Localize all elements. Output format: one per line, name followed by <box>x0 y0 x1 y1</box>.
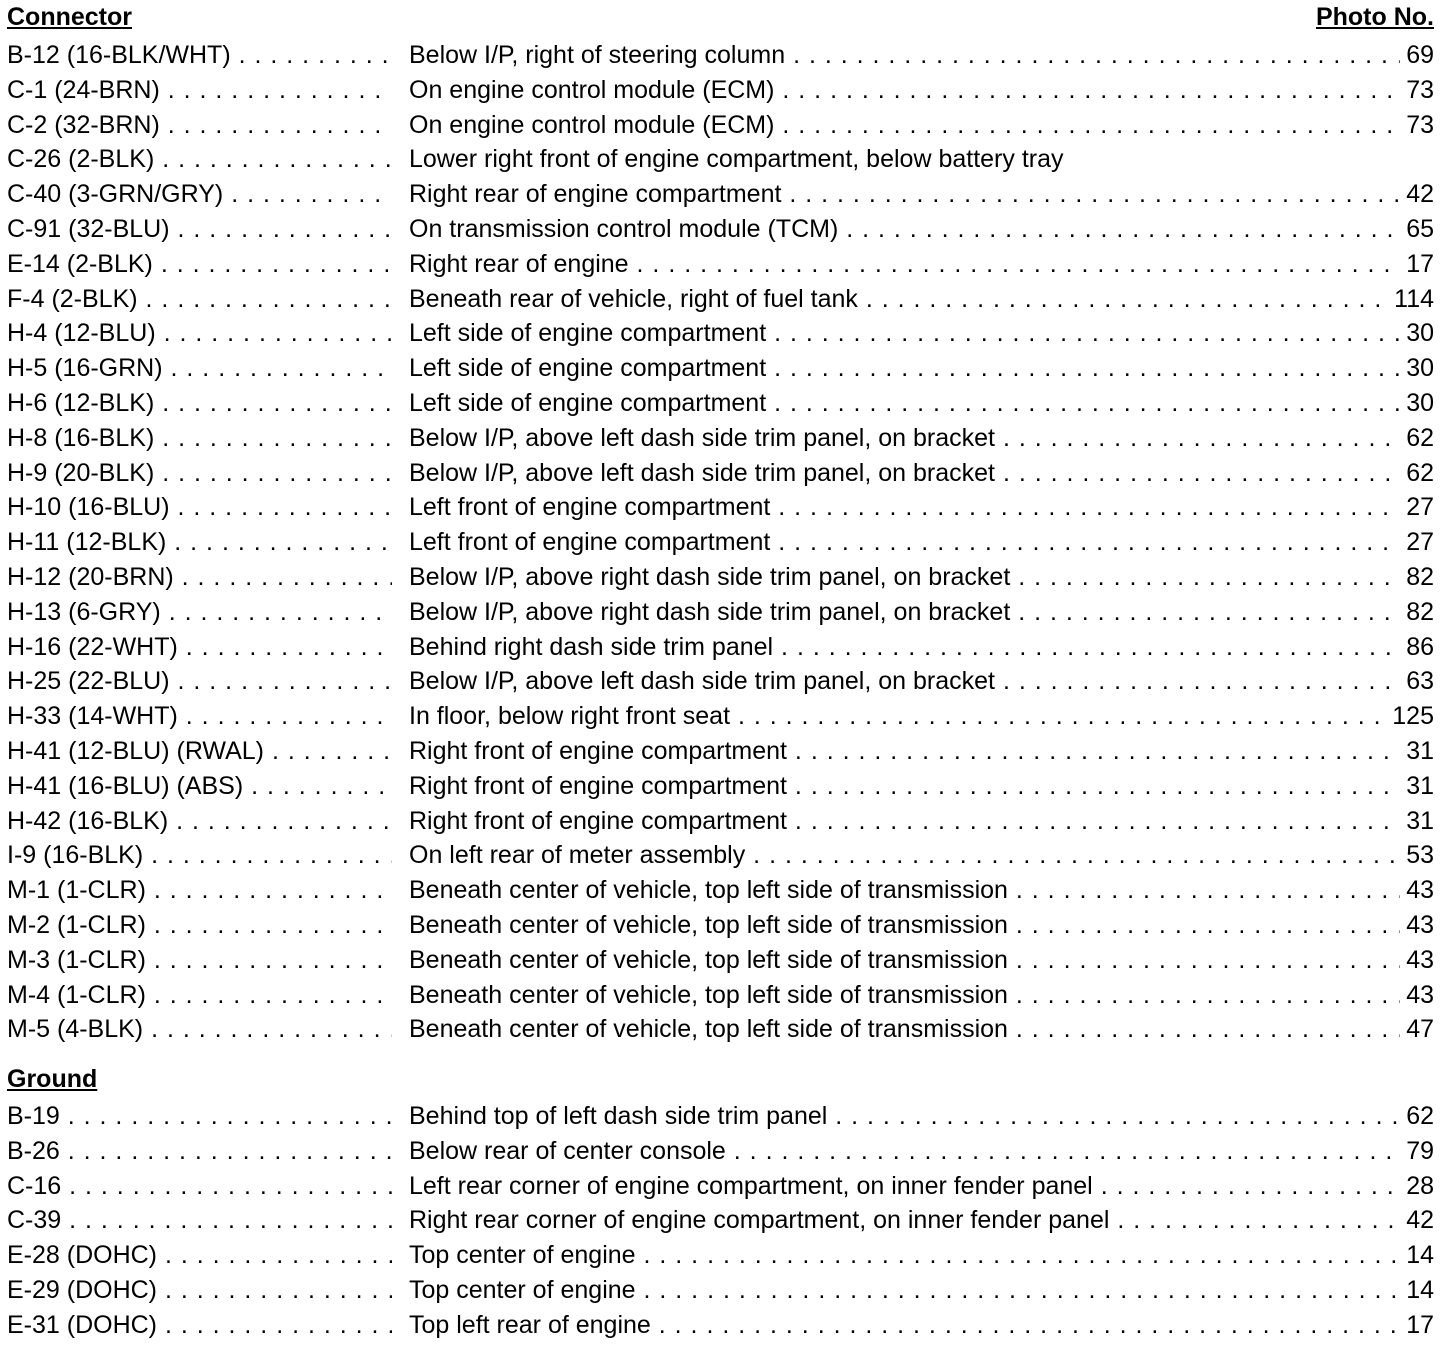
location-description: Top left rear of engine . . . <box>409 1308 1434 1343</box>
photo-number: 43 <box>1400 873 1434 908</box>
connector-id: H-41 (16-BLU) (ABS) . . . <box>7 769 392 804</box>
connector-id: H-41 (12-BLU) (RWAL) . . . <box>7 734 392 769</box>
connector-id: E-28 (DOHC) . . . <box>7 1238 392 1273</box>
connector-row <box>7 212 1434 247</box>
connector-id: B-12 (16-BLK/WHT) . . . <box>7 38 392 73</box>
connector-id: H-12 (20-BRN) . . . <box>7 560 392 595</box>
location-description: Top center of engine . . . <box>409 1273 1434 1308</box>
location-description: Right front of engine compartment . . . <box>409 734 1434 769</box>
location-description: Left rear corner of engine compartment, on inner fender panel . . . <box>409 1169 1434 1204</box>
connector-row <box>7 873 1434 908</box>
connector-row <box>7 943 1434 978</box>
location-description: Left front of engine compartment . . . <box>409 490 1434 525</box>
location-description: Top center of engine . . . <box>409 1238 1434 1273</box>
location-description: In floor, below right front seat . . . <box>409 699 1434 734</box>
connector-id: E-31 (DOHC) . . . <box>7 1308 392 1343</box>
ground-row <box>7 1308 1434 1343</box>
connector-row <box>7 490 1434 525</box>
connector-id: C-16 . . . <box>7 1169 392 1204</box>
location-description: Left side of engine compartment . . . <box>409 386 1434 421</box>
connector-row <box>7 804 1434 839</box>
photo-number: 42 <box>1400 177 1434 212</box>
photo-number: 43 <box>1400 943 1434 978</box>
photo-number: 30 <box>1400 316 1434 351</box>
connector-id: H-5 (16-GRN) . . . <box>7 351 392 386</box>
photo-no-heading: Photo No. <box>1315 3 1434 31</box>
location-description: On transmission control module (TCM) . . . <box>409 212 1434 247</box>
connector-id: E-14 (2-BLK) . . . <box>7 247 392 282</box>
photo-number: 17 <box>1400 1308 1434 1343</box>
photo-number: 43 <box>1400 978 1434 1013</box>
photo-number: 62 <box>1400 1099 1434 1134</box>
photo-number: 30 <box>1400 386 1434 421</box>
photo-number: 62 <box>1400 456 1434 491</box>
connector-id: C-1 (24-BRN) . . . <box>7 73 392 108</box>
connector-id: H-16 (22-WHT) . . . <box>7 630 392 665</box>
photo-number: 65 <box>1400 212 1434 247</box>
location-description: On engine control module (ECM) . . . <box>409 73 1434 108</box>
connector-row <box>7 421 1434 456</box>
location-description: Behind right dash side trim panel . . . <box>409 630 1434 665</box>
connector-row <box>7 386 1434 421</box>
photo-number: 30 <box>1400 351 1434 386</box>
connector-row <box>7 525 1434 560</box>
photo-number: 47 <box>1400 1012 1434 1047</box>
photo-number: 28 <box>1400 1169 1434 1204</box>
photo-number: 31 <box>1400 804 1434 839</box>
photo-number: 79 <box>1400 1134 1434 1169</box>
connector-row <box>7 734 1434 769</box>
connector-id: H-10 (16-BLU) . . . <box>7 490 392 525</box>
location-description: Below rear of center console . . . <box>409 1134 1434 1169</box>
connector-id: E-29 (DOHC) . . . <box>7 1273 392 1308</box>
photo-number: 73 <box>1400 73 1434 108</box>
photo-number: 62 <box>1400 421 1434 456</box>
location-description: Beneath center of vehicle, top left side of transmission . . . <box>409 943 1434 978</box>
connector-row <box>7 456 1434 491</box>
connector-row <box>7 630 1434 665</box>
connector-id: B-19 . . . <box>7 1099 392 1134</box>
photo-number: 86 <box>1400 630 1434 665</box>
ground-row <box>7 1169 1434 1204</box>
location-description: On engine control module (ECM) . . . <box>409 108 1434 143</box>
photo-number: 27 <box>1400 525 1434 560</box>
photo-number: 17 <box>1400 247 1434 282</box>
location-description: Below I/P, above right dash side trim panel, on bracket . . . <box>409 560 1434 595</box>
connector-row <box>7 38 1434 73</box>
location-description: Beneath center of vehicle, top left side of transmission . . . <box>409 908 1434 943</box>
connector-row <box>7 1012 1434 1047</box>
photo-number: 125 <box>1386 699 1434 734</box>
connector-row <box>7 316 1434 351</box>
connector-id: M-5 (4-BLK) . . . <box>7 1012 392 1047</box>
connector-row <box>7 142 1434 177</box>
connector-id: C-40 (3-GRN/GRY) . . . <box>7 177 392 212</box>
connector-id: B-26 . . . <box>7 1134 392 1169</box>
connector-row <box>7 108 1434 143</box>
photo-number: 73 <box>1400 108 1434 143</box>
location-description: Right rear corner of engine compartment, on inner fender panel . . . <box>409 1203 1434 1238</box>
ground-row <box>7 1099 1434 1134</box>
connector-id: I-9 (16-BLK) . . . <box>7 838 392 873</box>
photo-number: 14 <box>1400 1273 1434 1308</box>
table-header <box>7 2 1434 32</box>
location-description: Right front of engine compartment . . . <box>409 769 1434 804</box>
ground-row <box>7 1203 1434 1238</box>
connector-id: H-33 (14-WHT) . . . <box>7 699 392 734</box>
photo-number: 43 <box>1400 908 1434 943</box>
connector-row <box>7 595 1434 630</box>
connector-id: H-42 (16-BLK) . . . <box>7 804 392 839</box>
connector-id: H-11 (12-BLK) . . . <box>7 525 392 560</box>
location-description: Beneath center of vehicle, top left side of transmission . . . <box>409 873 1434 908</box>
location-description: Behind top of left dash side trim panel . . . <box>409 1099 1434 1134</box>
connector-id: F-4 (2-BLK) . . . <box>7 282 392 317</box>
connector-heading: Connector <box>7 3 132 31</box>
connector-id: C-91 (32-BLU) . . . <box>7 212 392 247</box>
photo-number: 69 <box>1400 38 1434 73</box>
ground-row <box>7 1273 1434 1308</box>
connector-id: C-2 (32-BRN) . . . <box>7 108 392 143</box>
ground-row <box>7 1238 1434 1273</box>
connector-id: M-2 (1-CLR) . . . <box>7 908 392 943</box>
connector-row <box>7 282 1434 317</box>
connector-row <box>7 978 1434 1013</box>
photo-number: 27 <box>1400 490 1434 525</box>
connector-id: H-25 (22-BLU) . . . <box>7 664 392 699</box>
photo-number: 31 <box>1400 734 1434 769</box>
connector-row <box>7 908 1434 943</box>
connector-id: H-13 (6-GRY) . . . <box>7 595 392 630</box>
location-description: Right rear of engine . . . <box>409 247 1434 282</box>
connector-id: H-9 (20-BLK) . . . <box>7 456 392 491</box>
location-description: Below I/P, above left dash side trim panel, on bracket . . . <box>409 421 1434 456</box>
location-description: Right front of engine compartment . . . <box>409 804 1434 839</box>
photo-number: 63 <box>1400 664 1434 699</box>
connector-row <box>7 177 1434 212</box>
connector-row <box>7 73 1434 108</box>
location-description: Beneath center of vehicle, top left side of transmission . . . <box>409 978 1434 1013</box>
location-description: Beneath rear of vehicle, right of fuel tank . . . <box>409 282 1434 317</box>
connector-row <box>7 769 1434 804</box>
connector-id: M-3 (1-CLR) . . . <box>7 943 392 978</box>
connector-list <box>7 38 1434 1047</box>
connector-id: H-8 (16-BLK) . . . <box>7 421 392 456</box>
photo-number: 53 <box>1400 838 1434 873</box>
connector-row <box>7 351 1434 386</box>
location-description: Beneath center of vehicle, top left side of transmission . . . <box>409 1012 1434 1047</box>
connector-row <box>7 699 1434 734</box>
connector-row <box>7 560 1434 595</box>
ground-heading: Ground <box>7 1065 98 1093</box>
location-description: Left front of engine compartment . . . <box>409 525 1434 560</box>
location-description: On left rear of meter assembly . . . <box>409 838 1434 873</box>
connector-id: H-6 (12-BLK) . . . <box>7 386 392 421</box>
location-description: Below I/P, above left dash side trim panel, on bracket . . . <box>409 456 1434 491</box>
photo-number: 42 <box>1400 1203 1434 1238</box>
photo-number: 114 <box>1388 282 1434 317</box>
photo-number: 31 <box>1400 769 1434 804</box>
location-description: Right rear of engine compartment . . . <box>409 177 1434 212</box>
photo-number: 82 <box>1400 560 1434 595</box>
connector-id: C-26 (2-BLK) . . . <box>7 142 392 177</box>
ground-row <box>7 1134 1434 1169</box>
connector-id: C-39 . . . <box>7 1203 392 1238</box>
connector-row <box>7 838 1434 873</box>
photo-number: 82 <box>1400 595 1434 630</box>
location-description: Below I/P, right of steering column . . . <box>409 38 1434 73</box>
ground-list <box>7 1099 1434 1343</box>
location-description: Left side of engine compartment . . . <box>409 351 1434 386</box>
location-description: Lower right front of engine compartment, below battery tray <box>409 145 1064 174</box>
connector-id: M-4 (1-CLR) . . . <box>7 978 392 1013</box>
connector-row <box>7 247 1434 282</box>
photo-number: 14 <box>1400 1238 1434 1273</box>
connector-id: M-1 (1-CLR) . . . <box>7 873 392 908</box>
connector-row <box>7 664 1434 699</box>
location-description: Below I/P, above left dash side trim panel, on bracket . . . <box>409 664 1434 699</box>
location-description: Below I/P, above right dash side trim panel, on bracket . . . <box>409 595 1434 630</box>
location-description: Left side of engine compartment . . . <box>409 316 1434 351</box>
connector-id: H-4 (12-BLU) . . . <box>7 316 392 351</box>
